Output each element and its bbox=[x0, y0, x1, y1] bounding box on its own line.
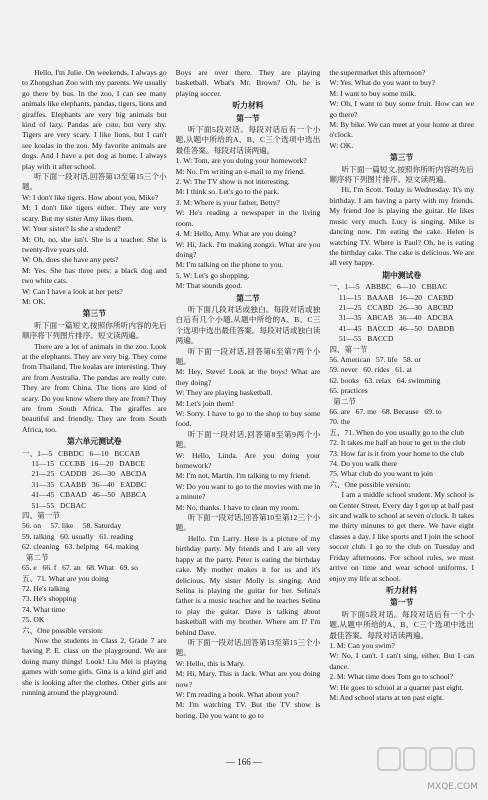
text-line: 11—15 CCCBB 16—20 DABCE bbox=[22, 459, 145, 469]
text-line: M: No, thanks. I have to clean my room. bbox=[175, 502, 300, 512]
text-line: 听下面一段对话,回答第13至第15三个小题。 bbox=[22, 172, 167, 192]
text-line: M: And school starts at ten past eight. bbox=[329, 692, 445, 702]
text-line: M: No. I'm writing an e-mail to my friend. bbox=[175, 166, 305, 176]
text-line: W: He's reading a newspaper in the living room. bbox=[175, 208, 321, 228]
text-line: 听下面一篇短文,按照你所听内容的先后顺序将下列图片排序。短文读两遍。 bbox=[22, 320, 167, 341]
text-line: 听下面一段对话,回答第10至第12三个小题。 bbox=[175, 513, 321, 533]
text-line: I am a middle school student. My school is on Center Street. Every day I get up at half past six and walk to school at seven o'clock. It takes me thirty minutes to get there. We have eight classes a day. I like sports and I join the school soccer club. I go to the club on Tuesday and Friday afternoons. For school rules, we must arrive on time and wear school uniforms. I enjoy my life at school. bbox=[329, 490, 474, 583]
section-heading: 听力材料 bbox=[386, 585, 418, 595]
text-line: M: OK. bbox=[22, 296, 46, 306]
text-line: W: I don't like tigers. How about you, Mike? bbox=[22, 192, 159, 202]
section-heading: 第三节 bbox=[82, 309, 107, 319]
text-line: W: Hello, Linda. Are you doing your homework? bbox=[175, 450, 321, 471]
text-line: M: That sounds good. bbox=[175, 281, 243, 291]
column-middle bbox=[176, 68, 321, 748]
text-line: 5. W: Let's go shopping. bbox=[175, 270, 250, 280]
text-line: 21—25 CCABD 26—30 ABCBD bbox=[329, 302, 454, 312]
text-line: Now the students in Class 2, Grade 7 are having P. E. class on the playground. We are doing many things! Look! Liu Mei is playing games with some girls. Gina is a kind girl and she is looking after the clothes. Other girls are running around the playground. bbox=[22, 635, 167, 697]
text-line: W: I'm reading a book. What about you? bbox=[175, 689, 299, 699]
section-heading: 第六单元测试卷 bbox=[67, 437, 122, 447]
text-line: M: I think so. Let's go to the park. bbox=[175, 187, 280, 197]
column-right bbox=[329, 68, 474, 748]
column-left bbox=[22, 68, 167, 748]
text-line: 听下面几段对话或独白。每段对话或独白后有几个小题,从题中所给的A、B、C三个选项中选出最佳答案。每段对话或独白读两遍。 bbox=[175, 304, 321, 346]
text-line: 56. on 57. like 58. Saturday bbox=[22, 521, 122, 531]
text-line: 62. books 63. relax 64. swimming bbox=[329, 375, 441, 385]
text-line: 51—55 BACCD bbox=[329, 334, 394, 344]
text-line: 41—45 CBAAD 46—50 ABBCA bbox=[22, 490, 147, 500]
section-heading: 第一节 bbox=[389, 598, 414, 608]
text-line: 3. M: Where is your father, Betty? bbox=[175, 197, 280, 207]
text-line: M: Oh, no, she isn't. She is a teacher. She is twenty-five years old. bbox=[22, 234, 167, 254]
text-line: 21—25 CADDB 26—30 ABCDA bbox=[22, 469, 147, 479]
text-line: 70. the bbox=[329, 417, 350, 427]
text-line: M: Hi, Mary. This is Jack. What are you doing now? bbox=[175, 669, 321, 689]
text-line: 六、One possible version: bbox=[22, 625, 103, 635]
text-line: 72. It takes me half an hour to get to the club bbox=[329, 438, 466, 448]
text-line: M: I don't like tigers either. They are very scary. But my sister Amy likes them. bbox=[22, 203, 167, 223]
text-line: W: Yes. What do you want to buy? bbox=[329, 78, 435, 88]
text-line: 59. talking 60. usually 61. reading bbox=[22, 531, 134, 541]
text-line: 11—15 BAAAB 16—20 CAEBD bbox=[329, 292, 454, 302]
text-line: 五、71. What are you doing bbox=[22, 573, 109, 583]
text-line: W: No, I can't. I can't sing, either. But I can dance. bbox=[329, 651, 474, 671]
text-line: 一、1—5 CBBDC 6—10 BCCAB bbox=[22, 448, 140, 458]
text-line: 31—35 CAABB 36—40 EADBC bbox=[22, 479, 147, 489]
text-line: W: Do you want to go to the movies with me in a minute? bbox=[175, 481, 321, 502]
text-line: M: Yes. She has three pets: a black dog and two white cats. bbox=[22, 265, 167, 286]
text-line: 2. M: What time does Tom go to school? bbox=[329, 672, 454, 682]
text-line: M: Hey, Steve! Look at the boys! What are they doing? bbox=[175, 367, 321, 387]
text-line: M: I want to buy some milk. bbox=[329, 88, 417, 98]
text-line: the supermarket this afternoon? bbox=[329, 68, 426, 77]
text-line: 41—45 BACCD 46—50 DABDB bbox=[329, 323, 455, 333]
text-line: 65. practices bbox=[329, 386, 368, 396]
text-line: 听下面5段对话。每段对话后有一个小题,从题中所给的A、B、C三个选项中选出最佳答案。每段对话读两遍。 bbox=[175, 125, 321, 155]
text-line: 听下面一段对话,回答第13至第15三个小题。 bbox=[175, 637, 321, 658]
text-line: W: Hi, Jack. I'm making zongzi. What are you doing? bbox=[175, 239, 321, 259]
section-heading: 听力材料 bbox=[232, 101, 264, 111]
text-line: M: I'm talking on the phone to you. bbox=[175, 260, 284, 270]
section-heading: 第一节 bbox=[236, 113, 260, 123]
text-line: W: He goes to school at a quarter past eight. bbox=[329, 682, 464, 692]
text-line: 59. never 60. rides 61. at bbox=[329, 365, 412, 375]
text-line: 75. What club do you want to join bbox=[329, 469, 433, 479]
text-line: 1. M: Can you swim? bbox=[329, 640, 395, 650]
text-line: 72. He's talking bbox=[22, 583, 70, 593]
text-line: W: Hello, this is Mary. bbox=[175, 658, 245, 668]
text-line: 56. American 57. life 58. or bbox=[329, 354, 421, 364]
section-heading: 第三节 bbox=[389, 153, 414, 163]
text-line: 第二节 bbox=[22, 552, 49, 562]
text-line: Boys are over there. They are playing basketball. What's Mr. Brown? Oh, he is playing soccer. bbox=[175, 68, 321, 98]
text-line: M: Let's join them! bbox=[175, 398, 235, 408]
page-number: — 166 — bbox=[226, 757, 262, 767]
text-line: 31—35 ABCAB 36—40 ADCBA bbox=[329, 313, 454, 323]
section-heading: 第二节 bbox=[236, 293, 260, 303]
text-line: 听下面一篇短文,按照你所听内容的先后顺序将下列图片排序。短文读两遍。 bbox=[329, 164, 474, 185]
text-line: 听下面5段对话。每段对话后有一个小题,从题中所给的A、B、C三个选项中选出最佳答案。每段对话读两遍。 bbox=[329, 609, 474, 640]
text-line: W: They are playing basketball. bbox=[175, 388, 273, 398]
text-line: Hello, I'm Julie. On weekends, I always go to Zhongshan Zoo with my parents. We usually go there by bus. In the zoo, I can see many animals like elephants, pandas, tigers, lions and giraffes. Elephants are very big animals but kind of lazy. Pandas are cute, but very shy. Tigers are very scary. I like lions, but I can't see koalas in the zoo. My favorite animals are dogs. And I have a pet dog at home. I always play with it after school. bbox=[22, 68, 167, 171]
text-line: W: Your sister? Is she a student? bbox=[22, 224, 121, 234]
text-line: Hello. I'm Larry. Here is a picture of my birthday party. My friends and I are all very happy at the party. Peter is eating the birthday cake. My mother makes it for us and it's delicious. My sister Molly is singing. And Selina is playing the guitar for her. Selina's father is a music teacher and he teaches Selina to play the guitar. Dave is talking about basketball with my brother. Where am I? I'm behind Dave. bbox=[175, 533, 321, 637]
text-line: 五、71. When do you usually go to the club bbox=[329, 427, 465, 437]
text-line: W: Oh, does she have any pets? bbox=[22, 255, 119, 265]
text-line: 2. W: The TV show is not interesting. bbox=[175, 177, 290, 187]
text-line: There are a lot of animals in the zoo. Look at the elephants. They are very big. They come from Thailand. The koalas are interesting. They are from Australia. The pandas are really cute. They are from China. The lions are kind of scary. Do you know where they are from? They are from South Africa. The giraffes are beautiful and friendly. They are from South Africa, too. bbox=[22, 341, 167, 434]
text-line: W: Oh, I want to buy some fruit. How can we go there? bbox=[329, 99, 474, 119]
text-line: 第二节 bbox=[329, 396, 356, 406]
text-line: M: I'm not, Martin. I'm talking to my friend. bbox=[175, 471, 311, 481]
watermark-text: MXQE.COM bbox=[427, 782, 478, 792]
text-line: Hi, I'm Scott. Today is Wednesday. It's my birthday. I am having a party with my friends. My friend Joe is playing the guitar. He likes music very much. Lucy is singing. Mike is dancing now. I'm eating the cake. Helen is watching TV. Where is Paul? Oh, he is eating the birthday cake. The cake is delicious. We are all very happy. bbox=[329, 185, 474, 268]
text-line: M: I'm watching TV. But the TV show is boring. Do you want to go to bbox=[175, 700, 321, 720]
text-line: 六、One possible version: bbox=[329, 479, 411, 489]
text-line: W: OK. bbox=[329, 140, 354, 150]
text-line: 74. Do you walk there bbox=[329, 459, 398, 469]
section-heading: 期中测试卷 bbox=[382, 270, 422, 280]
text-line: 四、第一节 bbox=[329, 344, 368, 354]
text-line: 一、1—5 ABBBC 6—10 CBBAC bbox=[329, 282, 448, 292]
text-line: 74. What time bbox=[22, 604, 66, 614]
text-line: M: By bike. We can meet at your home at three o'clock. bbox=[329, 120, 474, 140]
text-line: 62. cleaning 63. helping 64. making bbox=[22, 542, 139, 552]
text-line: 51—55 DCBAC bbox=[22, 500, 87, 510]
text-line: 四、第一节 bbox=[22, 511, 60, 521]
text-line: 66. are 67. me 68. Because 69. to bbox=[329, 407, 442, 416]
text-line: 65. e 66. f 67. an 68. What 69. so bbox=[22, 563, 138, 573]
text-line: 73. He's shopping bbox=[22, 594, 77, 604]
text-line: 73. How far is it from your home to the club bbox=[329, 448, 465, 458]
three-column-layout bbox=[22, 68, 474, 748]
text-line: W: Sorry. I have to go to the shop to buy some food. bbox=[175, 409, 321, 429]
text-line: W: Can I have a look at her pets? bbox=[22, 286, 123, 296]
text-line: 4. M: Hello, Amy. What are you doing? bbox=[175, 229, 297, 239]
text-line: 75. OK bbox=[22, 615, 45, 625]
text-line: 1. W: Tom, are you doing your homework? bbox=[175, 156, 307, 166]
text-line: 听下面一段对话,回答第6至第7两个小题。 bbox=[175, 346, 321, 366]
text-line: 听下面一段对话,回答第8至第9两个小题。 bbox=[175, 429, 321, 450]
